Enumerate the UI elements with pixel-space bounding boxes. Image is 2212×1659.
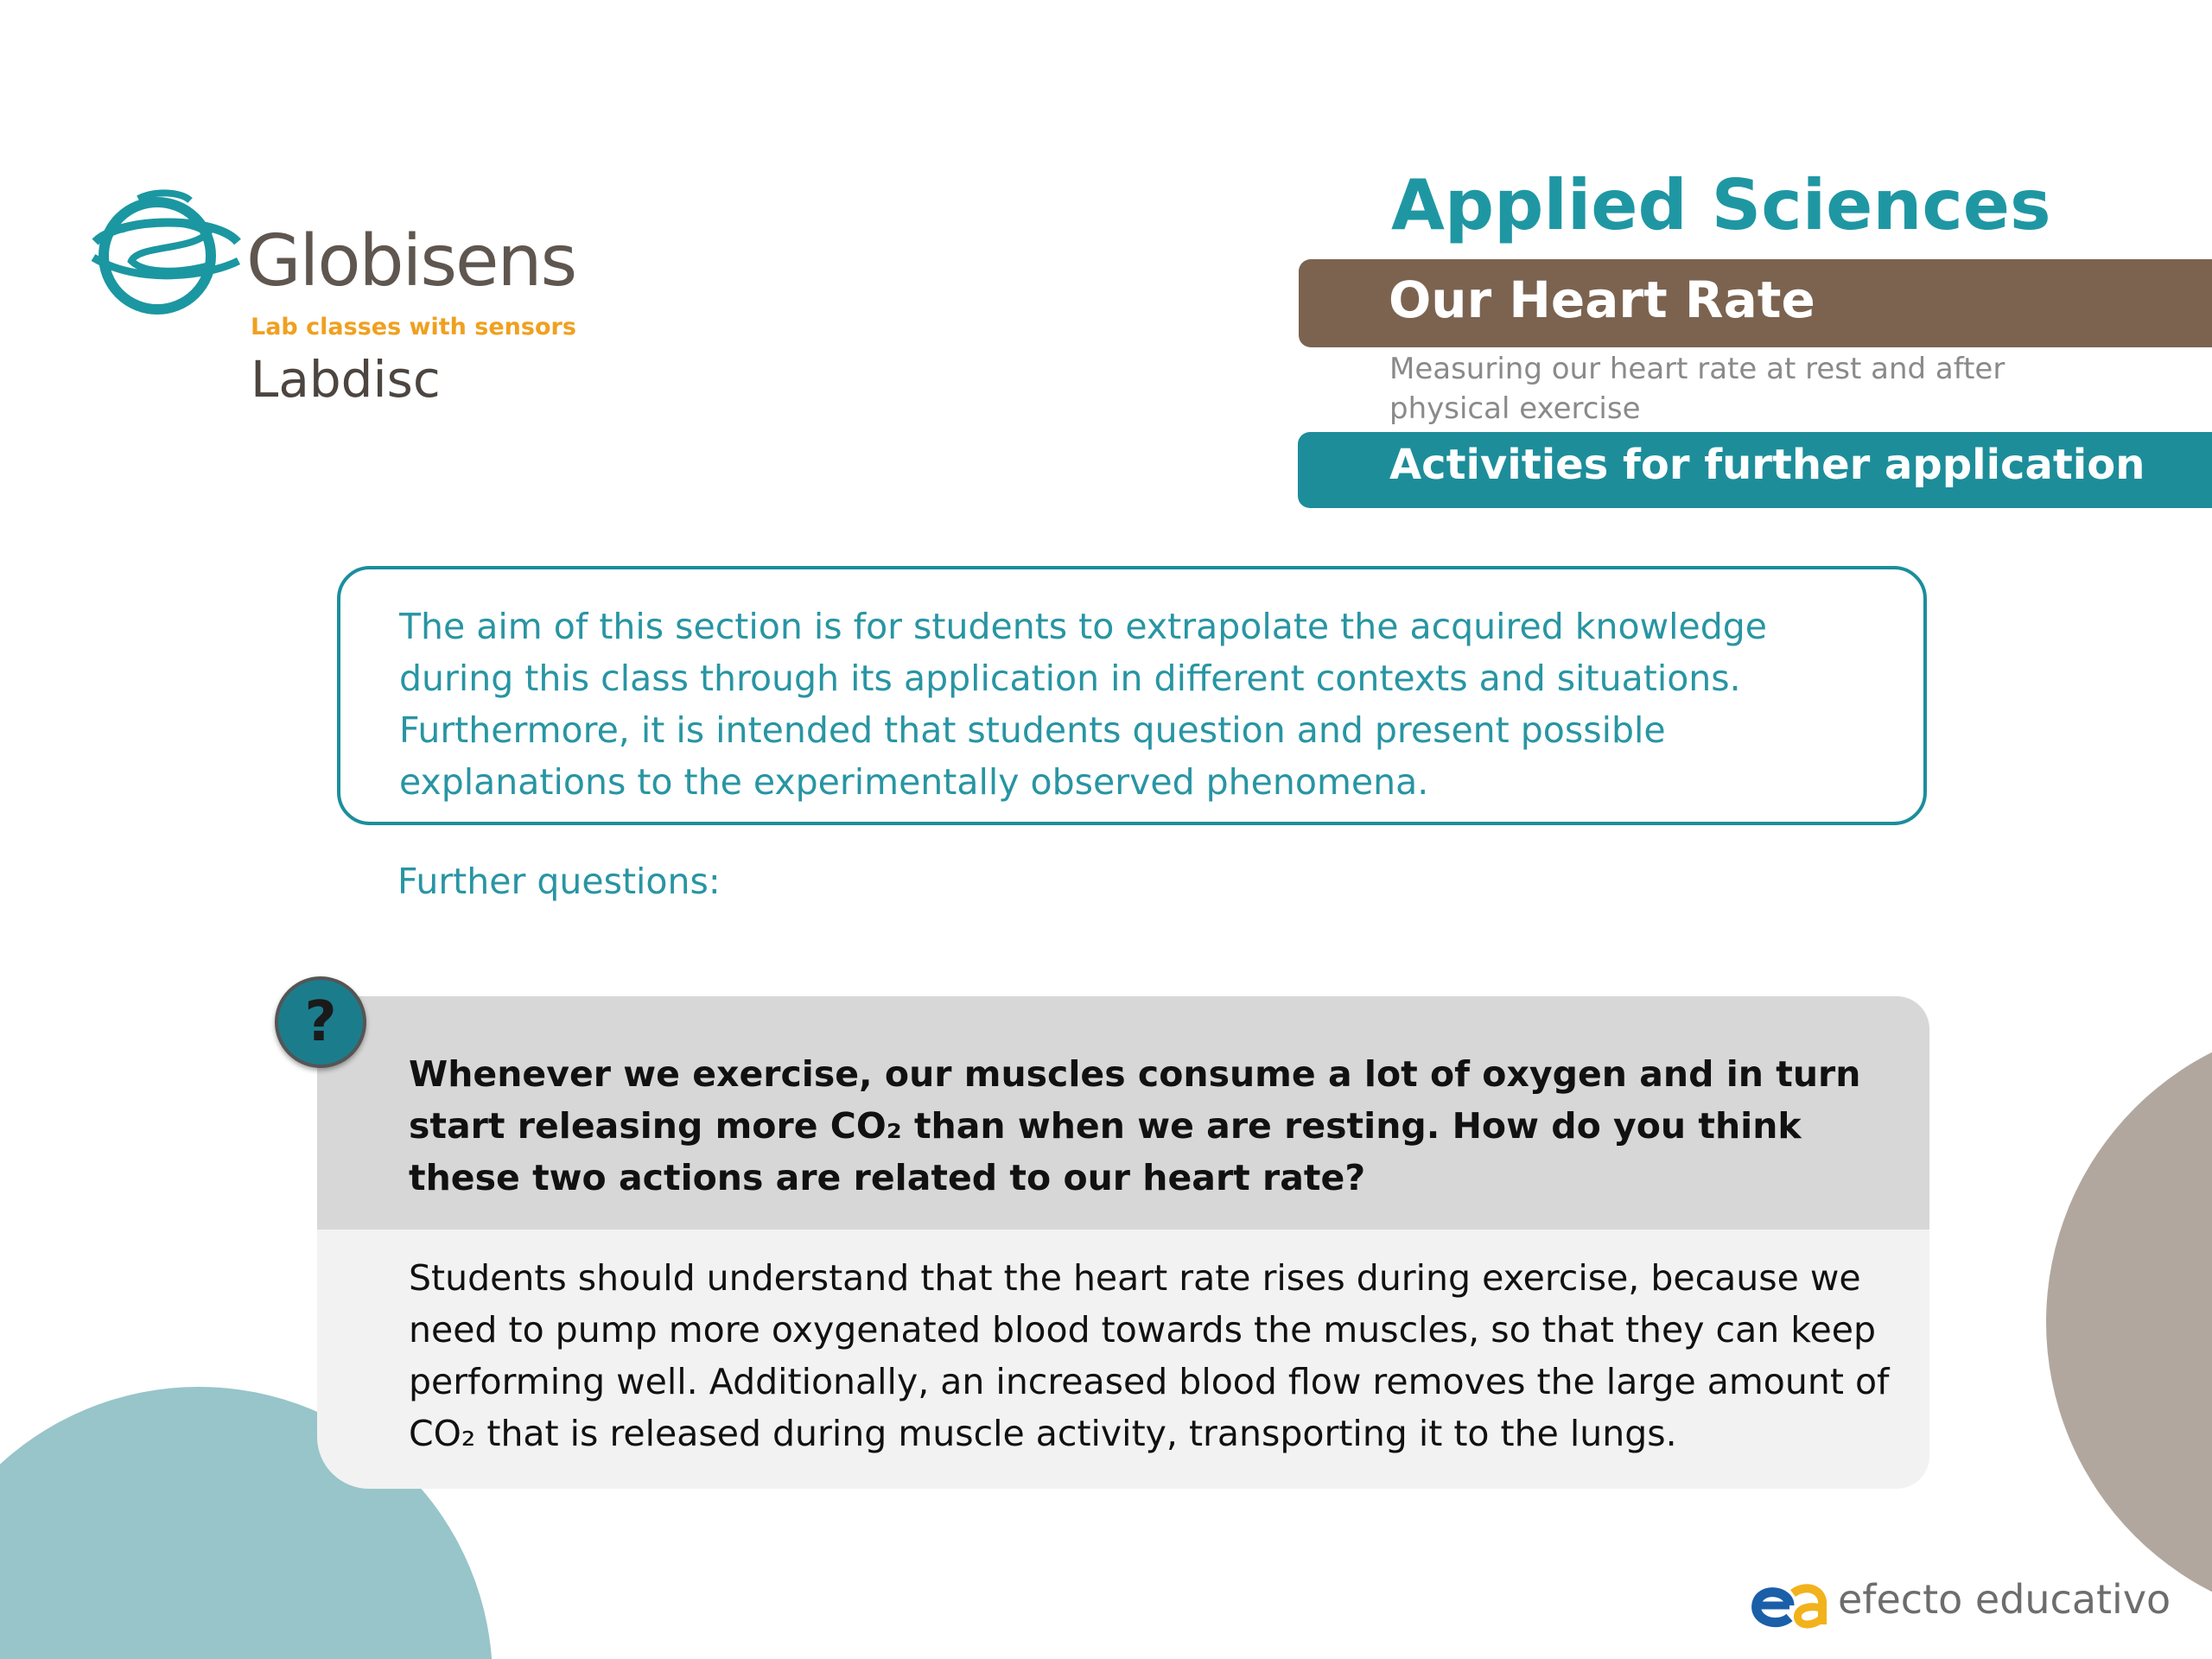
aim-text: The aim of this section is for students to extrapolate the acquired knowledge during this class through its application in different contexts and situations. Furthermore, it is intended that students question and present possible explanations to the experimentally observed phenomena. xyxy=(399,606,1768,803)
topic-subtitle: Measuring our heart rate at rest and after physical exercise xyxy=(1389,352,2005,426)
answer-text: Students should understand that the heart rate rises during exercise, because we need to pump more oxygenated blood towards the muscles, so that they can keep performing well. Additionally, an increased blood flow removes the large amount of CO₂ that is released during muscle activity, transporting it to the lungs. xyxy=(409,1257,1890,1454)
question-text: Whenever we exercise, our muscles consume a lot of oxygen and in turn start releasing more CO₂ than when we are resting. How do you think these two actions are related to our heart rate? xyxy=(409,1053,1861,1198)
logo-tagline: Lab classes with sensors xyxy=(251,314,576,340)
efecto-educativo-logo xyxy=(1750,1571,2171,1631)
question-card xyxy=(317,996,1929,1489)
question-mark-icon: ? xyxy=(275,976,366,1068)
globisens-logo xyxy=(86,181,605,415)
logo-product: Labdisc xyxy=(251,350,441,409)
section-band xyxy=(1298,432,2212,508)
further-questions-label: Further questions: xyxy=(397,861,721,902)
section-title: Activities for further application xyxy=(1389,441,2145,489)
logo-name: Globisens xyxy=(246,220,576,302)
globe-swirl-logo-icon xyxy=(86,181,242,328)
topic-band xyxy=(1299,259,2212,347)
aim-box xyxy=(337,566,1927,825)
brand-name: efecto educativo xyxy=(1838,1576,2171,1623)
decorative-taupe-circle xyxy=(2046,1020,2212,1624)
page-title: Applied Sciences xyxy=(1391,165,2051,245)
ea-logo-icon xyxy=(1750,1571,1827,1631)
topic-title: Our Heart Rate xyxy=(1389,270,1815,329)
